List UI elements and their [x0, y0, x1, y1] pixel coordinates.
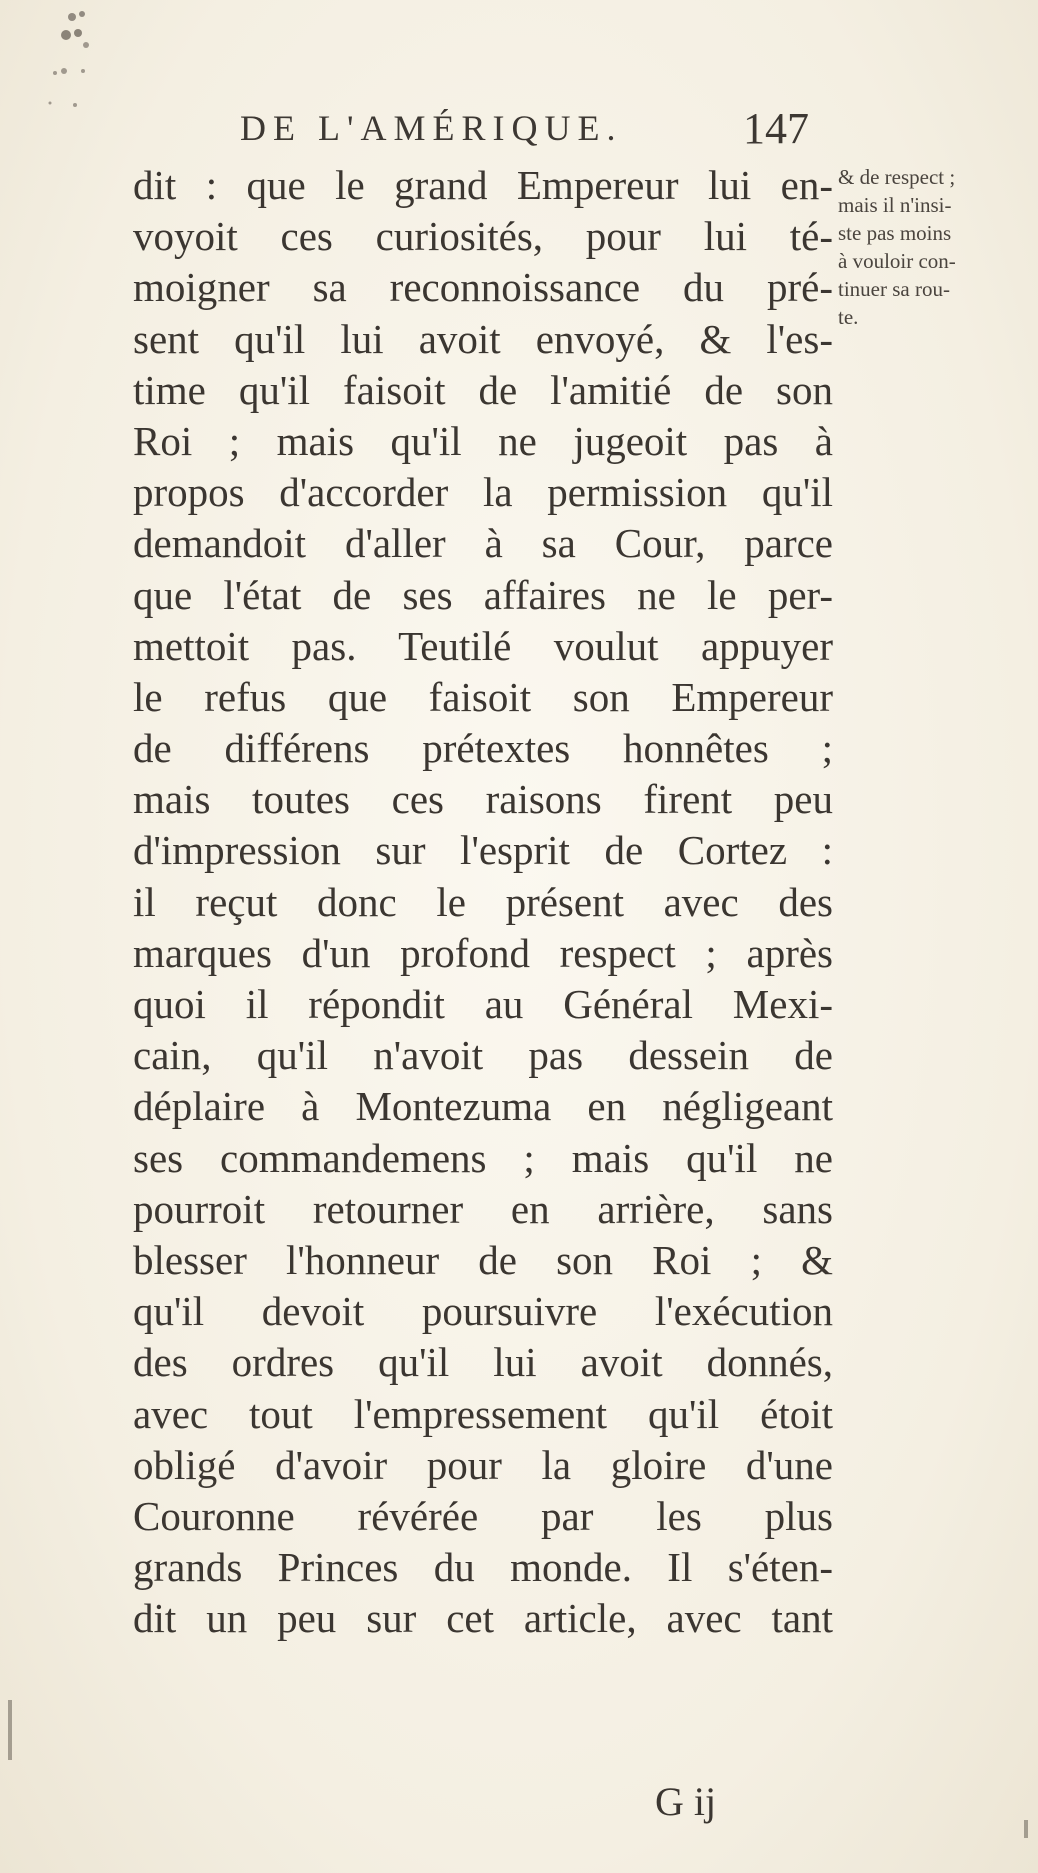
text-line: Couronne révérée par les plus: [133, 1492, 833, 1539]
text-line: cain, qu'il n'avoit pas dessein de: [133, 1032, 833, 1079]
signature-mark: G ij: [655, 1779, 717, 1824]
text-line: que l'état de ses affaires ne le per-: [133, 571, 833, 618]
ink-specks: [20, 5, 110, 115]
text-line: dit : que le grand Empereur lui en-: [133, 162, 833, 208]
text-line: de différens prétextes honnêtes ;: [133, 725, 833, 772]
text-line: grands Princes du monde. Il s'éten-: [133, 1544, 833, 1591]
page-number: 147: [743, 104, 809, 153]
text-line: demandoit d'aller à sa Cour, parce: [133, 520, 833, 567]
text-line: d'impression sur l'esprit de Cortez :: [133, 827, 833, 874]
page-edge-mark: [1024, 1820, 1028, 1838]
margin-note-line: à vouloir con-: [838, 249, 956, 273]
page-edge-mark: [8, 1700, 12, 1760]
text-line: déplaire à Montezuma en négligeant: [133, 1083, 833, 1130]
text-line: obligé d'avoir pour la gloire d'une: [133, 1441, 833, 1488]
text-line: Roi ; mais qu'il ne jugeoit pas à: [133, 417, 833, 464]
text-line: blesser l'honneur de son Roi ; &: [133, 1236, 833, 1283]
text-line: ses commandemens ; mais qu'il ne: [133, 1134, 833, 1181]
text-line: quoi il répondit au Général Mexi-: [133, 981, 833, 1027]
text-line: moigner sa reconnoissance du pré-: [133, 264, 833, 311]
text-line: des ordres qu'il lui avoit donnés,: [133, 1339, 833, 1386]
text-line: mais toutes ces raisons firent peu: [133, 776, 833, 823]
text-line: qu'il devoit poursuivre l'exécution: [133, 1288, 833, 1335]
margin-note-line: mais il n'insi-: [838, 193, 952, 217]
margin-note-line: ste pas moins: [838, 221, 952, 245]
running-title: DE L'AMÉRIQUE.: [240, 108, 623, 148]
text-line: dit un peu sur cet article, avec tant: [133, 1595, 833, 1642]
margin-note-line: tinuer sa rou-: [838, 277, 950, 301]
text-line: voyoit ces curiosités, pour lui té-: [133, 213, 833, 260]
margin-note-line: & de respect ;: [838, 165, 956, 189]
text-line: mettoit pas. Teutilé voulut appuyer: [133, 622, 833, 669]
body-text: [133, 160, 833, 1644]
text-line: propos d'accorder la permission qu'il: [133, 469, 833, 516]
text-line: time qu'il faisoit de l'amitié de son: [133, 366, 833, 413]
text-line: il reçut donc le présent avec des: [133, 878, 833, 925]
text-line: marques d'un profond respect ; après: [133, 929, 833, 976]
text-line: avec tout l'empressement qu'il étoit: [133, 1390, 833, 1437]
margin-note: [838, 163, 1018, 331]
text-line: pourroit retourner en arrière, sans: [133, 1185, 833, 1232]
margin-note-line: te.: [838, 305, 859, 329]
running-head: [0, 103, 1038, 153]
text-line: le refus que faisoit son Empereur: [133, 673, 833, 720]
text-line: sent qu'il lui avoit envoyé, & l'es-: [133, 315, 833, 362]
